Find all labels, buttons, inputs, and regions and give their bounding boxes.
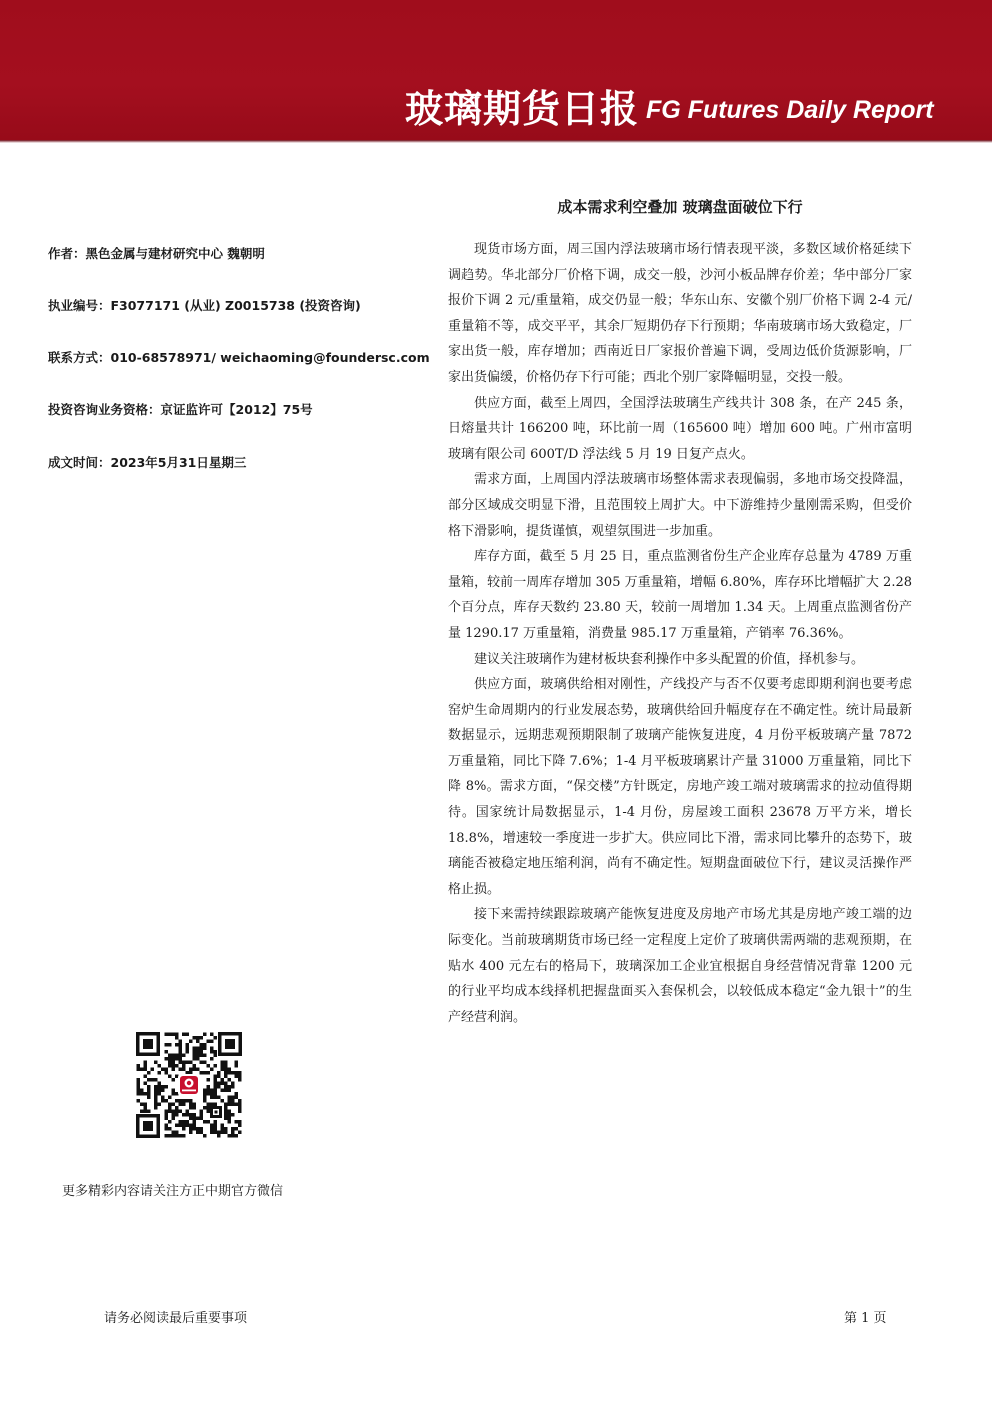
author-line: 作者：黑色金属与建材研究中心 魏朝明 — [48, 246, 265, 261]
article-title: 成本需求利空叠加 玻璃盘面破位下行 — [557, 198, 803, 216]
qualification-line: 投资咨询业务资格：京证监许可【2012】75号 — [48, 402, 313, 417]
paragraph-demand: 需求方面，上周国内浮法玻璃市场整体需求表现偏弱，多地市场交投降温，部分区域成交明显下滑，且范围较上周扩大。中下游维持少量刚需采购，但受价格下滑影响，提货谨慎，观望氛围进一步加重。 — [448, 472, 912, 539]
paragraph-spot-market: 现货市场方面，周三国内浮法玻璃市场行情表现平淡，多数区域价格延续下调趋势。华北部分厂价格下调，成交一般，沙河小板品牌存价差；华中部分厂家报价下调 2 元/重量箱，成交仍显一般；华东山东、安徽个别厂价格下调 2-4 元/重量箱不等，成交平平，其余厂短期仍存下行预期；华南玻璃市场大致稳定，厂家出货一般，库存增加；西南近日厂家报价普遍下调，受周边低价货源影响，厂家出货偏缓，价格仍存下行可能；西北个别厂家降幅明显，交投一般。 — [448, 242, 912, 385]
date-line: 成文时间：2023年5月31日星期三 — [48, 455, 247, 470]
page-number: 第 1 页 — [844, 1311, 887, 1326]
header-divider — [0, 140, 992, 143]
report-title-en: FG Futures Daily Report — [646, 96, 934, 124]
qr-caption: 更多精彩内容请关注方正中期官方微信 — [62, 1184, 284, 1199]
paragraph-outlook: 供应方面，玻璃供给相对刚性，产线投产与否不仅要考虑即期利润也要考虑窑炉生命周期内的行业发展态势，玻璃供给回升幅度存在不确定性。统计局最新数据显示，远期悲观预期限制了玻璃产能恢复进度，4 月份平板玻璃产量 7872 万重量箱，同比下降 7.6%；1-4 月平板玻璃累计产量 31000 万重量箱，同比下降 8%。需求方面，“保交楼”方针既定，房地产竣工端对玻璃需求的拉动值得期待。国家统计局数据显示，1-4 月份，房屋竣工面积 23678 万平方米，增长 18.8%，增速较一季度进一步扩大。供应同比下滑，需求同比攀升的态势下，玻璃能否被稳定地压缩利润，尚有不确定性。短期盘面破位下行，建议灵活操作严格止损。 — [448, 677, 912, 897]
license-line: 执业编号：F3077171 (从业) Z0015738 (投资咨询) — [48, 298, 361, 313]
paragraph-tracking: 接下来需持续跟踪玻璃产能恢复进度及房地产市场尤其是房地产竣工端的边际变化。当前玻璃期货市场已经一定程度上定价了玻璃供需两端的悲观预期，在贴水 400 元左右的格局下，玻璃深加工企业宜根据自身经营情况背靠 1200 元的行业平均成本线择机把握盘面买入套保机会，以较低成本稳定“金九银十”的生产经营利润。 — [448, 907, 912, 1025]
paragraph-inventory: 库存方面，截至 5 月 25 日，重点监测省份生产企业库存总量为 4789 万重量箱，较前一周库存增加 305 万重量箱，增幅 6.80%，库存环比增幅扩大 2.28 个百分点，库存天数约 23.80 天，较前一周增加 1.34 天。上周重点监测省份产量 1290.17 万重量箱，消费量 985.17 万重量箱，产销率 76.36%。 — [448, 549, 912, 641]
paragraph-supply: 供应方面，截至上周四，全国浮法玻璃生产线共计 308 条，在产 245 条，日熔量共计 166200 吨，环比前一周（165600 吨）增加 600 吨。广州市富明玻璃有限公司 600T/D 浮法线 5 月 19 日复产点火。 — [448, 395, 912, 462]
paragraph-suggestion: 建议关注玻璃作为建材板块套利操作中多头配置的价值，择机参与。 — [474, 651, 865, 667]
qr-code-icon[interactable] — [134, 1030, 244, 1140]
footer-notice: 请务必阅读最后重要事项 — [104, 1311, 248, 1326]
report-title-cn: 玻璃期货日报 — [405, 87, 640, 131]
article-body — [448, 237, 912, 1030]
contact-line: 联系方式：010-68578971/ weichaoming@foundersc.com — [48, 350, 430, 365]
